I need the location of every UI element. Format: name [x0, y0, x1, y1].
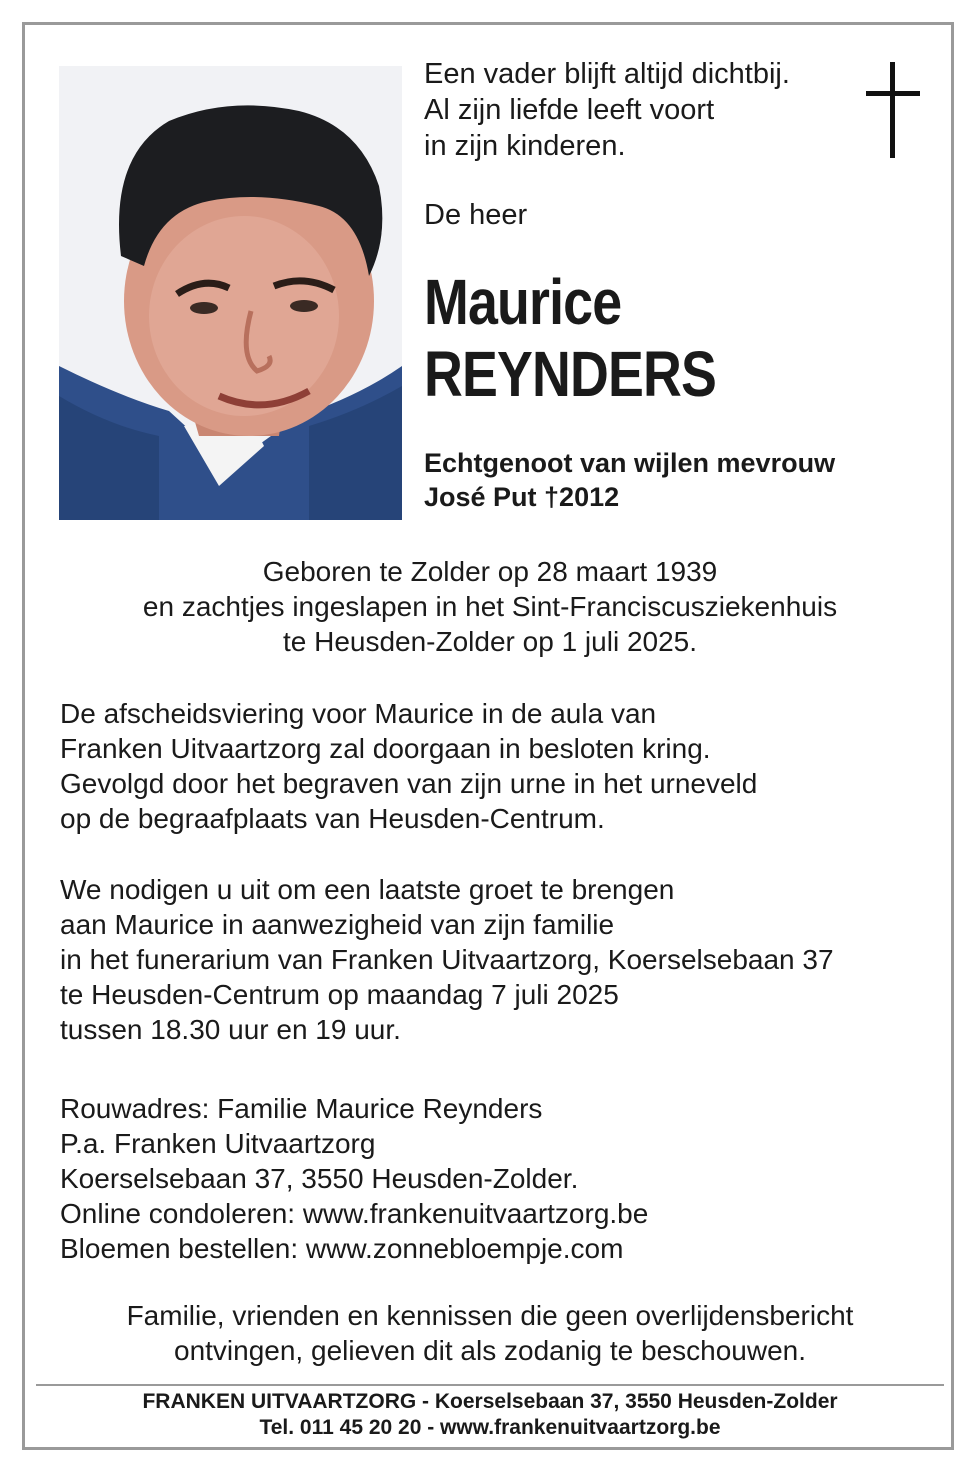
- ceremony-info: [60, 696, 757, 836]
- cross-icon: [866, 62, 920, 158]
- visit-line: te Heusden-Centrum op maandag 7 juli 2025: [60, 979, 619, 1010]
- spouse-line: José Put †2012: [424, 482, 620, 512]
- ceremony-line: De afscheidsviering voor Maurice in de aula van: [60, 698, 657, 729]
- footer-address: FRANKEN UITVAARTZORG - Koerselsebaan 37, 3550 Heusden-Zolder: [142, 1390, 838, 1413]
- first-name: Maurice: [424, 266, 622, 338]
- spouse-info: [424, 446, 835, 514]
- address-info: [60, 1091, 648, 1266]
- poem-line: Een vader blijft altijd dichtbij.: [424, 58, 790, 90]
- honorific: De heer: [424, 199, 528, 231]
- closing-note: [0, 1298, 980, 1368]
- ceremony-line: op de begraafplaats van Heusden-Centrum.: [60, 803, 605, 834]
- portrait-photo: [59, 66, 402, 520]
- last-name: REYNDERS: [424, 338, 717, 410]
- born-line: te Heusden-Zolder op 1 juli 2025.: [282, 626, 698, 657]
- address-line: P.a. Franken Uitvaartzorg: [60, 1128, 376, 1159]
- deceased-name: [424, 266, 716, 410]
- born-line: Geboren te Zolder op 28 maart 1939: [262, 556, 718, 587]
- birth-death-info: [0, 554, 980, 659]
- condolence-link[interactable]: Online condoleren: www.frankenuitvaartzorg.be: [60, 1198, 649, 1229]
- portrait-illustration: [59, 66, 402, 520]
- closing-line: Familie, vrienden en kennissen die geen overlijdensbericht: [126, 1300, 854, 1331]
- poem-line: Al zijn liefde leeft voort: [424, 94, 715, 126]
- closing-line: ontvingen, gelieven dit als zodanig te beschouwen.: [174, 1335, 806, 1366]
- footer-contact[interactable]: Tel. 011 45 20 20 - www.frankenuitvaartzorg.be: [259, 1416, 721, 1439]
- born-line: en zachtjes ingeslapen in het Sint-Franciscusziekenhuis: [142, 591, 838, 622]
- flowers-link[interactable]: Bloemen bestellen: www.zonnebloempje.com: [60, 1233, 624, 1264]
- funeral-home-footer: [0, 1389, 980, 1441]
- spouse-line: Echtgenoot van wijlen mevrouw: [424, 448, 836, 478]
- poem-line: in zijn kinderen.: [424, 130, 626, 162]
- visit-line: in het funerarium van Franken Uitvaartzorg, Koerselsebaan 37: [60, 944, 834, 975]
- visit-line: aan Maurice in aanwezigheid van zijn familie: [60, 909, 615, 940]
- visit-line: tussen 18.30 uur en 19 uur.: [60, 1014, 401, 1045]
- visitation-info: [60, 872, 834, 1047]
- address-line: Rouwadres: Familie Maurice Reynders: [60, 1093, 543, 1124]
- ceremony-line: Franken Uitvaartzorg zal doorgaan in besloten kring.: [60, 733, 711, 764]
- address-line: Koerselsebaan 37, 3550 Heusden-Zolder.: [60, 1163, 579, 1194]
- footer-divider: [36, 1384, 944, 1386]
- visit-line: We nodigen u uit om een laatste groet te brengen: [60, 874, 675, 905]
- poem: [424, 56, 790, 164]
- ceremony-line: Gevolgd door het begraven van zijn urne in het urneveld: [60, 768, 758, 799]
